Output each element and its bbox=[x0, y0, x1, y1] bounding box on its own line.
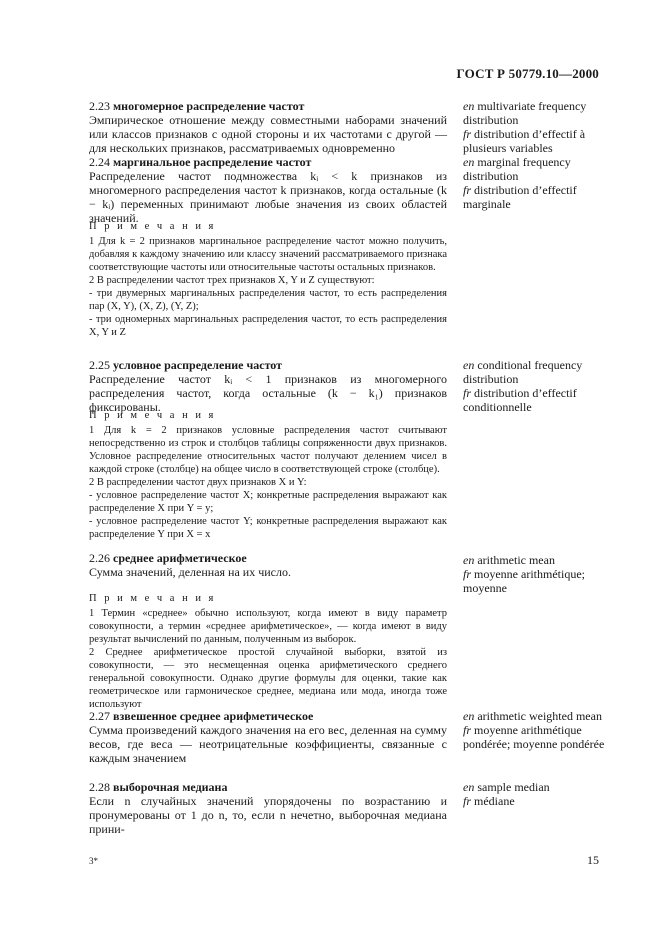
language-code: fr bbox=[463, 386, 472, 400]
language-code: en bbox=[463, 780, 475, 794]
notes-2-26 bbox=[89, 592, 447, 711]
translation-2-23 bbox=[463, 99, 613, 155]
section-2-26 bbox=[89, 551, 447, 579]
notes-2-25 bbox=[89, 409, 447, 541]
section-2-23 bbox=[89, 99, 447, 155]
section-number: 2.25 bbox=[89, 358, 110, 372]
section-2-28 bbox=[89, 780, 447, 836]
note-item: - условное распределение частот Y; конкретные распределения выражают как распределение Y при X = x bbox=[89, 516, 447, 540]
section-body: Если n случайных значений упорядочены по возрастанию и пронумерованы от 1 до n, то, если n нечетно, выборочная медиана прини- bbox=[89, 794, 447, 836]
section-body: Сумма значений, деленная на их число. bbox=[89, 565, 291, 579]
note-item: 1 Для k = 2 признаков условные распределения частот считывают непосредственно из строк и столбцов таблицы сопряженности двух признаков. Условное распределение относительных частот получают делением чисел в каждой строке (столбце) на общее число в соответствующей строке (столбце). bbox=[89, 425, 447, 475]
language-code: en bbox=[463, 99, 475, 113]
section-term: маргинальное распределение частот bbox=[113, 155, 312, 169]
translation-en: en sample median bbox=[463, 780, 550, 794]
translation-2-28 bbox=[463, 780, 613, 808]
notes-title: П р и м е ч а н и я bbox=[89, 593, 216, 604]
language-code: fr bbox=[463, 723, 472, 737]
signature-mark: 3* bbox=[89, 856, 98, 866]
section-number: 2.23 bbox=[89, 99, 110, 113]
notes-title: П р и м е ч а н и я bbox=[89, 221, 216, 232]
section-body: Распределение частот kᵢ < 1 признаков из многомерного распределения частот, когда остальные (k − k₁) признаков фиксированы. bbox=[89, 372, 447, 414]
notes-title: П р и м е ч а н и я bbox=[89, 410, 216, 421]
translation-fr: fr médiane bbox=[463, 794, 515, 808]
translation-en: en conditional frequency distribution bbox=[463, 358, 583, 386]
translation-fr: fr distribution d’effectif à plusieurs variables bbox=[463, 127, 586, 155]
note-item: - условное распределение частот X; конкретные распределения выражают как распределение X при Y = y; bbox=[89, 490, 447, 514]
note-item: 2 В распределении частот трех признаков X, Y и Z существуют: bbox=[89, 275, 375, 286]
section-number: 2.28 bbox=[89, 780, 110, 794]
language-code: en bbox=[463, 709, 475, 723]
section-number: 2.24 bbox=[89, 155, 110, 169]
section-term: условное распределение частот bbox=[113, 358, 283, 372]
note-item: 1 Для k = 2 признаков маргинальное распределение частот можно получить, добавляя к каждому значению или классу значений рассматриваемого признака соответствующие частоты или относительные частоты остальных признаков. bbox=[89, 236, 447, 273]
language-code: fr bbox=[463, 567, 472, 581]
translation-2-26 bbox=[463, 553, 613, 595]
section-2-24 bbox=[89, 155, 447, 225]
translation-fr: fr moyenne arithmétique; moyenne bbox=[463, 567, 585, 595]
section-term: выборочная медиана bbox=[113, 780, 228, 794]
language-code: en bbox=[463, 358, 475, 372]
section-body: Распределение частот подмножества kᵢ < k признаков из многомерного распределения частот k признаков, когда остальные (k − kᵢ) переменных принимают любые значения из своих областей значений. bbox=[89, 169, 447, 225]
section-term: взвешенное среднее арифметическое bbox=[113, 709, 314, 723]
translation-en: en arithmetic weighted mean bbox=[463, 709, 602, 723]
section-number: 2.27 bbox=[89, 709, 110, 723]
section-body: Эмпирическое отношение между совместными наборами значений или классов признаков с одной стороны и их частотами с другой — для нескольких признаков, рассматриваемых одновременно bbox=[89, 113, 447, 155]
language-code: fr bbox=[463, 794, 472, 808]
notes-2-24 bbox=[89, 220, 447, 339]
translation-fr: fr distribution d’effectif marginale bbox=[463, 183, 577, 211]
section-2-25 bbox=[89, 358, 447, 414]
translation-en: en arithmetic mean bbox=[463, 553, 555, 567]
translation-en: en multivariate frequency distribution bbox=[463, 99, 587, 127]
page-number: 15 bbox=[587, 853, 599, 867]
standard-header: ГОСТ Р 50779.10—2000 bbox=[456, 66, 599, 81]
note-item: 2 Среднее арифметическое простой случайной выборки, взятой из совокупности, — это несмещенная оценка арифметического среднего генеральной совокупности. Однако другие формулы для оценки, такие как геометрическое или гармоническое среднее, медиана или мода, иногда тоже используют bbox=[89, 647, 447, 710]
section-term: многомерное распределение частот bbox=[113, 99, 305, 113]
note-item: - три двумерных маргинальных распределения частот, то есть распределения пар (X, Y), (X, Z), (Y, Z); bbox=[89, 288, 447, 312]
language-code: fr bbox=[463, 183, 472, 197]
language-code: fr bbox=[463, 127, 472, 141]
note-item: 2 В распределении частот двух признаков X и Y: bbox=[89, 477, 307, 488]
translation-fr: fr distribution d’effectif conditionnelle bbox=[463, 386, 577, 414]
translation-2-25 bbox=[463, 358, 613, 414]
translation-2-27 bbox=[463, 709, 613, 751]
section-number: 2.26 bbox=[89, 551, 110, 565]
note-item: - три одномерных маргинальных распределения частот, то есть распределения X, Y и Z bbox=[89, 314, 447, 338]
note-item: 1 Термин «среднее» обычно используют, когда имеют в виду параметр совокупности, а термин «среднее арифметическое», — когда имеют в виду результат вычислений по данным, полученным из выборок. bbox=[89, 608, 447, 645]
translation-en: en marginal frequency distribution bbox=[463, 155, 571, 183]
translation-2-24 bbox=[463, 155, 613, 211]
language-code: en bbox=[463, 155, 475, 169]
section-2-27 bbox=[89, 709, 447, 765]
language-code: en bbox=[463, 553, 475, 567]
section-body: Сумма произведений каждого значения на его вес, деленная на сумму весов, где веса — неотрицательные коэффициенты, связанные с каждым значением bbox=[89, 723, 447, 765]
section-term: среднее арифметическое bbox=[113, 551, 247, 565]
translation-fr: fr moyenne arithmétique pondérée; moyenne pondérée bbox=[463, 723, 605, 751]
